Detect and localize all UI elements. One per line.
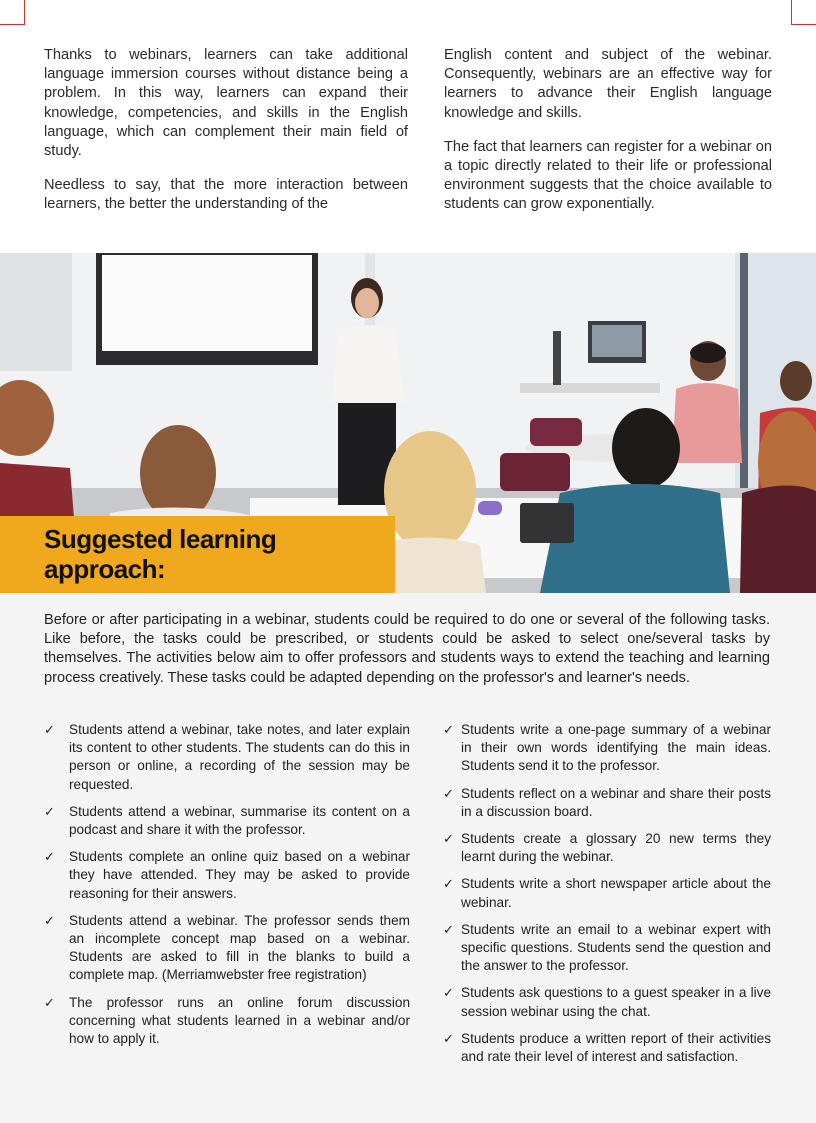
text-column-left bbox=[44, 46, 408, 230]
list-item bbox=[44, 848, 410, 903]
task-text: Students write a one-page summary of a webinar in their own words identifying the main ideas. Students send it to the professor. bbox=[461, 722, 771, 774]
section-title: Suggested learning approach: bbox=[44, 524, 277, 584]
checkmark-icon: ✓ bbox=[443, 985, 454, 1001]
task-text: Students write a short newspaper article about the webinar. bbox=[461, 876, 771, 910]
checkmark-icon: ✓ bbox=[443, 785, 454, 801]
checkmark-icon: ✓ bbox=[443, 921, 454, 937]
task-text: Students write an email to a webinar expert with specific questions. Students send the question and the answer to the professor. bbox=[461, 921, 771, 974]
intro-paragraph: Before or after participating in a webinar, students could be required to do one or several of the following tasks. Like before, the tasks could be prescribed, or students could be asked to select one/several tasks by themselves. The activities below aim to offer professors and students ways to extend the teaching and learning process creatively. These tasks could be adapted depending on the professor's and learner's needs. bbox=[44, 612, 770, 686]
checkmark-icon: ✓ bbox=[443, 831, 454, 847]
list-item bbox=[443, 875, 771, 911]
list-item bbox=[443, 984, 771, 1020]
task-text: Students attend a webinar, summarise its content on a podcast and share it with the professor. bbox=[69, 803, 410, 838]
task-text: Students ask questions to a guest speaker in a live session webinar using the chat. bbox=[461, 985, 771, 1019]
list-item bbox=[443, 785, 771, 821]
task-text: Students attend a webinar. The professor sends them an incomplete concept map based on a webinar. Students are asked to fill in the blanks to build a complete map. (Merriamwebster free registration) bbox=[69, 912, 410, 983]
paragraph: Needless to say, that the more interaction between learners, the better the understanding of the bbox=[44, 177, 408, 213]
task-text: Students create a glossary 20 new terms they learnt during the webinar. bbox=[461, 831, 771, 865]
task-text: Students attend a webinar, take notes, and later explain its content to other students. The students can do this in person or online, a recording of the session may be requested. bbox=[69, 722, 410, 792]
list-item bbox=[44, 721, 410, 794]
list-item bbox=[44, 803, 410, 839]
checkmark-icon: ✓ bbox=[443, 1030, 454, 1046]
crop-mark-top-left bbox=[0, 0, 25, 25]
checkmark-icon: ✓ bbox=[44, 912, 55, 928]
learning-approach-section bbox=[0, 593, 816, 1123]
task-text: Students complete an online quiz based on a webinar they have attended. They may be asked to provide reasoning for their answers. bbox=[69, 849, 410, 901]
crop-mark-top-right bbox=[791, 0, 816, 25]
checkmark-icon: ✓ bbox=[44, 994, 55, 1010]
checkmark-icon: ✓ bbox=[443, 876, 454, 892]
paragraph: English content and subject of the webinar. Consequently, webinars are an effective way for learners to advance their English language knowledge and skills. bbox=[444, 47, 772, 121]
list-item bbox=[44, 994, 410, 1049]
task-list-left bbox=[44, 721, 410, 1057]
list-item bbox=[443, 1030, 771, 1066]
task-text: Students reflect on a webinar and share their posts in a discussion board. bbox=[461, 785, 771, 819]
task-list-right bbox=[443, 721, 771, 1075]
checkmark-icon: ✓ bbox=[44, 803, 55, 819]
paragraph: The fact that learners can register for a webinar on a topic directly related to their life or professional environment suggests that the choice available to students can grow exponentially. bbox=[444, 138, 772, 213]
checkmark-icon: ✓ bbox=[44, 722, 55, 737]
list-item bbox=[443, 830, 771, 866]
top-text-section bbox=[44, 46, 772, 246]
list-item bbox=[443, 921, 771, 976]
task-text: The professor runs an online forum discussion concerning what students learned in a webinar and/or how to apply it. bbox=[69, 994, 410, 1047]
list-item bbox=[443, 721, 771, 776]
text-column-right bbox=[444, 46, 772, 230]
section-banner bbox=[0, 516, 395, 593]
task-text: Students produce a written report of their activities and rate their level of interest and satisfaction. bbox=[461, 1030, 771, 1065]
paragraph: Thanks to webinars, learners can take additional language immersion courses without distance being a problem. In this way, learners can expand their knowledge, competencies, and skills in the English language, which can complement their main field of study. bbox=[44, 47, 408, 160]
checkmark-icon: ✓ bbox=[443, 722, 454, 737]
checkmark-icon: ✓ bbox=[44, 849, 55, 865]
list-item bbox=[44, 912, 410, 985]
